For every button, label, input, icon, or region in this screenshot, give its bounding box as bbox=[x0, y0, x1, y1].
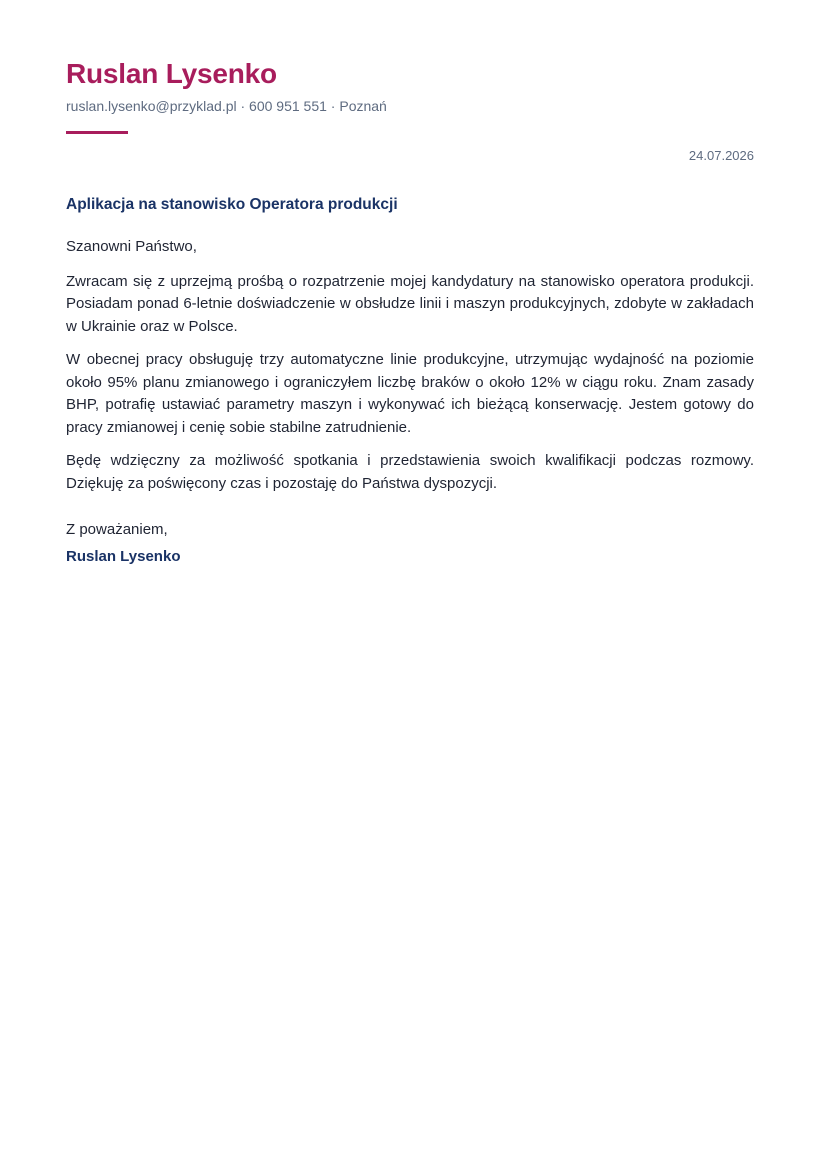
accent-divider bbox=[66, 131, 128, 134]
paragraph-3: Będę wdzięczny za możliwość spotkania i przedstawienia swoich kwalifikacji podczas rozmowy. Dziękuję za poświęcony czas i pozostaję do Państwa dyspozycji. bbox=[66, 452, 754, 492]
contact-line: ruslan.lysenko@przyklad.pl · 600 951 551 · Poznań bbox=[66, 98, 387, 114]
signature-name: Ruslan Lysenko bbox=[66, 547, 181, 565]
letter-date: 24.07.2026 bbox=[688, 148, 754, 163]
closing: Z poważaniem, bbox=[66, 521, 168, 538]
salutation: Szanowni Państwo, bbox=[66, 238, 197, 255]
applicant-name: Ruslan Lysenko bbox=[66, 58, 277, 89]
letter-body bbox=[66, 194, 754, 568]
letter-subject: Aplikacja na stanowisko Operatora produkcji bbox=[66, 196, 398, 213]
paragraph-2: W obecnej pracy obsługuję trzy automatyczne linie produkcyjne, utrzymując wydajność na poziomie około 95% planu zmianowego i ograniczyłem liczbę braków o około 12% w ciągu roku. Znam zasady BHP, potrafię ustawiać parametry maszyn i wykonywać ich bieżącą konserwację. Jestem gotowy do pracy zmianowej i cenię sobie stabilne zatrudnienie. bbox=[66, 351, 754, 436]
paragraph-1: Zwracam się z uprzejmą prośbą o rozpatrzenie mojej kandydatury na stanowisko operatora produkcji. Posiadam ponad 6-letnie doświadczenie w obsłudze linii i maszyn produkcyjnych, zdobyte w zakładach w Ukrainie oraz w Polsce. bbox=[66, 272, 754, 335]
